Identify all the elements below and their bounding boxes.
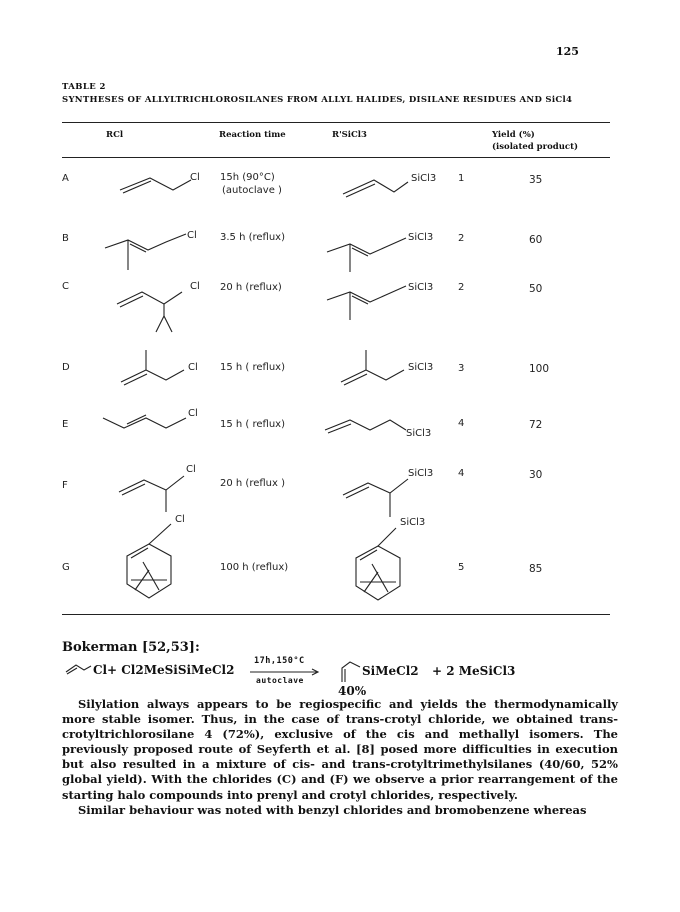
row-e-product-structure xyxy=(320,412,410,442)
row-b-cl: Cl xyxy=(187,230,197,241)
row-g-compound: 5 xyxy=(458,562,465,573)
bokerman-reagent: + Cl2MeSiSiMeCl2 xyxy=(107,663,235,677)
row-a-yield: 35 xyxy=(529,174,543,186)
bokerman-product: SiMeCl2 xyxy=(362,664,419,678)
row-d-product: SiCl3 xyxy=(408,362,434,373)
row-f-product: SiCl3 xyxy=(408,468,434,479)
header-yield-note: (isolated product) xyxy=(492,142,579,152)
bokerman-heading: Bokerman [52,53]: xyxy=(62,640,200,655)
row-b-time: 3.5 h (reflux) xyxy=(220,232,285,243)
header-yield: Yield (%) xyxy=(492,130,535,140)
paragraph-2: Similar behaviour was noted with benzyl chlorides and bromobenzene whereas xyxy=(78,802,587,817)
row-b-product: SiCl3 xyxy=(408,232,434,243)
row-g-cl: Cl xyxy=(175,514,185,525)
row-g-label: G xyxy=(62,562,70,573)
table-label: TABLE 2 xyxy=(62,82,106,92)
row-e-reactant-structure xyxy=(98,408,198,438)
row-c-product: SiCl3 xyxy=(408,282,434,293)
row-e-time: 15 h ( reflux) xyxy=(220,419,285,430)
row-a-time-note: (autoclave ) xyxy=(222,185,282,196)
row-c-cl: Cl xyxy=(190,281,200,292)
bokerman-reaction-arrow xyxy=(250,668,325,676)
row-f-cl: Cl xyxy=(186,464,196,475)
bokerman-yield: 40% xyxy=(338,684,367,698)
row-a-time: 15h (90°C) xyxy=(220,172,275,183)
row-e-compound: 4 xyxy=(458,418,465,429)
row-b-yield: 60 xyxy=(529,234,543,246)
row-a-compound: 1 xyxy=(458,173,465,184)
page-number: 125 xyxy=(556,45,579,58)
row-a-label: A xyxy=(62,173,69,184)
row-d-compound: 3 xyxy=(458,363,465,374)
bokerman-reactant-structure xyxy=(64,660,94,676)
row-c-time: 20 h (reflux) xyxy=(220,282,282,293)
row-g-reactant-structure xyxy=(115,514,185,614)
header-reaction-time: Reaction time xyxy=(219,130,286,140)
row-g-product: SiCl3 xyxy=(400,517,426,528)
row-b-product-structure xyxy=(322,230,417,280)
row-d-yield: 100 xyxy=(529,363,550,375)
row-f-compound: 4 xyxy=(458,468,465,479)
row-a-product-structure xyxy=(338,168,418,203)
row-c-reactant-structure xyxy=(112,276,197,342)
table-title: SYNTHESES OF ALLYLTRICHLOROSILANES FROM ALLYL HALIDES, DISILANE RESIDUES AND SiCl4 xyxy=(62,95,573,105)
row-d-label: D xyxy=(62,362,70,373)
row-f-yield: 30 xyxy=(529,469,543,481)
row-g-product-structure xyxy=(344,516,414,616)
bokerman-conditions-top: 17h,150°C xyxy=(254,656,305,666)
row-d-cl: Cl xyxy=(188,362,198,373)
row-c-yield: 50 xyxy=(529,283,543,295)
row-c-compound: 2 xyxy=(458,282,465,293)
row-a-product: SiCl3 xyxy=(411,173,437,184)
row-b-label: B xyxy=(62,233,69,244)
row-c-label: C xyxy=(62,281,69,292)
bokerman-conditions-bottom: autoclave xyxy=(256,676,304,685)
row-b-reactant-structure xyxy=(100,226,195,276)
row-e-cl: Cl xyxy=(188,408,198,419)
row-b-compound: 2 xyxy=(458,233,465,244)
row-e-product: SiCl3 xyxy=(406,428,432,439)
row-e-yield: 72 xyxy=(529,419,543,431)
header-rcl: RCl xyxy=(106,130,124,140)
table-bottom-rule xyxy=(62,614,610,615)
paragraph-1: Silylation always appears to be regiospecific and yields the thermodynamically more stable isomer. Thus, in the case of trans-crotyl chloride, we obtained trans-crotyltrichlorosilane 4 (72%), exclusive of the cis and methallyl isomers. The previously proposed route of Seyferth et al. [8] posed more difficulties in execution but also resulted in a mixture of cis- and trans-crotyltrimethylsilanes (40/60, 52% global yield). With the chlorides (C) and (F) we observe a prior rearrangement of the starting halo compounds into prenyl and crotyl chlorides, respectively. xyxy=(62,697,618,802)
row-e-label: E xyxy=(62,419,69,430)
bokerman-byproduct: + 2 MeSiCl3 xyxy=(432,664,516,678)
body-text xyxy=(62,697,618,818)
table-header-rule xyxy=(62,157,610,158)
bokerman-reactant-cl: Cl xyxy=(93,663,108,677)
row-a-cl: Cl xyxy=(190,172,200,183)
header-product: R'SiCl3 xyxy=(332,130,367,140)
row-g-time: 100 h (reflux) xyxy=(220,562,289,573)
row-g-yield: 85 xyxy=(529,563,543,575)
table-top-rule xyxy=(62,122,610,123)
row-f-time: 20 h (reflux ) xyxy=(220,478,285,489)
row-c-product-structure xyxy=(322,278,417,328)
row-f-label: F xyxy=(62,480,68,491)
row-d-time: 15 h ( reflux) xyxy=(220,362,285,373)
